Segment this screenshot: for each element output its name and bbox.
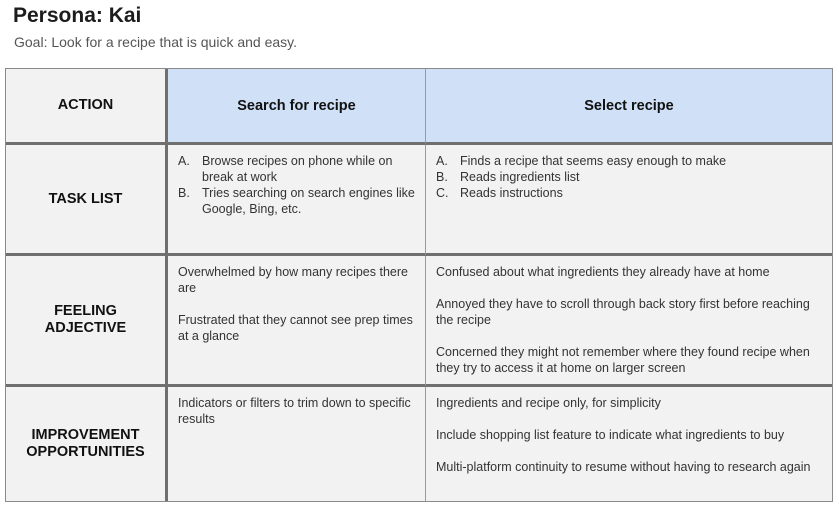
list-marker: B. xyxy=(178,186,190,200)
feeling-text: Frustrated that they cannot see prep times at a glance xyxy=(178,313,413,343)
improvement-label-line1: IMPROVEMENT xyxy=(31,427,140,443)
list-item xyxy=(178,153,415,185)
improvement-text: Multi-platform continuity to resume without having to research again xyxy=(436,460,811,474)
column-header-search-label: Search for recipe xyxy=(237,97,356,114)
list-item-text: Reads instructions xyxy=(460,186,563,200)
column-header-select xyxy=(426,69,832,145)
improvement-text: Include shopping list feature to indicate what ingredients to buy xyxy=(436,428,785,442)
corner-header-action xyxy=(6,69,168,145)
list-item-text: Browse recipes on phone while on break at work xyxy=(202,154,393,184)
list-item xyxy=(436,185,822,201)
list-item xyxy=(436,153,822,169)
feeling-text: Annoyed they have to scroll through back story first before reaching the recipe xyxy=(436,297,810,327)
task-list-search-cell xyxy=(168,145,426,256)
improvement-label xyxy=(26,427,144,461)
improvement-search-cell xyxy=(168,387,426,501)
action-label: ACTION xyxy=(57,97,114,113)
list-marker: C. xyxy=(436,186,449,200)
feeling-label-line2: ADJECTIVE xyxy=(44,320,127,336)
feeling-adjective-label xyxy=(45,303,126,337)
list-item-text: Tries searching on search engines like Google, Bing, etc. xyxy=(202,186,415,216)
feeling-text: Overwhelmed by how many recipes there are xyxy=(178,265,408,295)
persona-title: Persona: Kai xyxy=(13,4,142,27)
column-header-search xyxy=(168,69,426,145)
persona-goal: Goal: Look for a recipe that is quick and easy. xyxy=(14,34,298,50)
task-list-select-cell xyxy=(426,145,832,256)
feeling-label-line1: FEELING xyxy=(54,303,117,319)
list-marker: B. xyxy=(436,170,448,184)
row-header-feeling-adjective xyxy=(6,256,168,387)
improvement-label-line2: OPPORTUNITIES xyxy=(26,444,145,460)
row-header-task-list xyxy=(6,145,168,256)
row-header-improvement-opportunities xyxy=(6,387,168,501)
improvement-select-cell xyxy=(426,387,832,501)
list-marker: A. xyxy=(436,154,448,168)
column-header-select-label: Select recipe xyxy=(584,97,674,114)
journey-map-table xyxy=(5,68,833,502)
task-list-label: TASK LIST xyxy=(48,190,123,207)
feeling-search-cell xyxy=(168,256,426,387)
feeling-text: Confused about what ingredients they already have at home xyxy=(436,265,770,279)
feeling-select-cell xyxy=(426,256,832,387)
list-item xyxy=(178,185,415,217)
improvement-text: Indicators or filters to trim down to specific results xyxy=(178,396,411,426)
list-item-text: Reads ingredients list xyxy=(460,170,580,184)
list-item-text: Finds a recipe that seems easy enough to make xyxy=(460,154,727,168)
list-item xyxy=(436,169,822,185)
list-marker: A. xyxy=(178,154,190,168)
improvement-text: Ingredients and recipe only, for simplicity xyxy=(436,396,661,410)
feeling-text: Concerned they might not remember where they found recipe when they try to access it at home on larger screen xyxy=(436,345,810,375)
